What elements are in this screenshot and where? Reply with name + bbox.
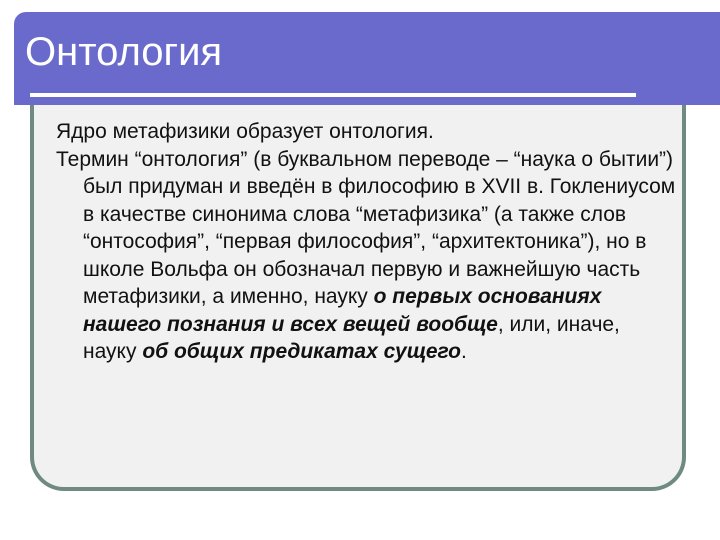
slide-title: Онтология (25, 30, 223, 74)
paragraph-text-2: , или, иначе, науку (83, 312, 620, 363)
emphasis-first-foundations: о первых основаниях нашего познания и всех вещей вообще (83, 285, 602, 336)
title-underline (30, 93, 636, 97)
paragraph-term (56, 146, 676, 366)
emphasis-general-predicates: об общих предикатах сущего (142, 340, 462, 363)
paragraph-intro: Ядро метафизики образует онтология. (56, 120, 434, 143)
paragraph-text-1: Термин “онтология” (в буквальном переводе – “наука о бытии”) был придуман и введён в философию в XVII в. Гоклениусом в качестве синонима слова “метафизика” (а также слов “онтософия”, “первая философия”, “архитектоника”), но в школе Вольфа он обозначал первую и важнейшую часть метафизики, а именно, науку (56, 147, 676, 308)
paragraph-text-3: . (461, 340, 467, 363)
body-text (56, 118, 676, 366)
